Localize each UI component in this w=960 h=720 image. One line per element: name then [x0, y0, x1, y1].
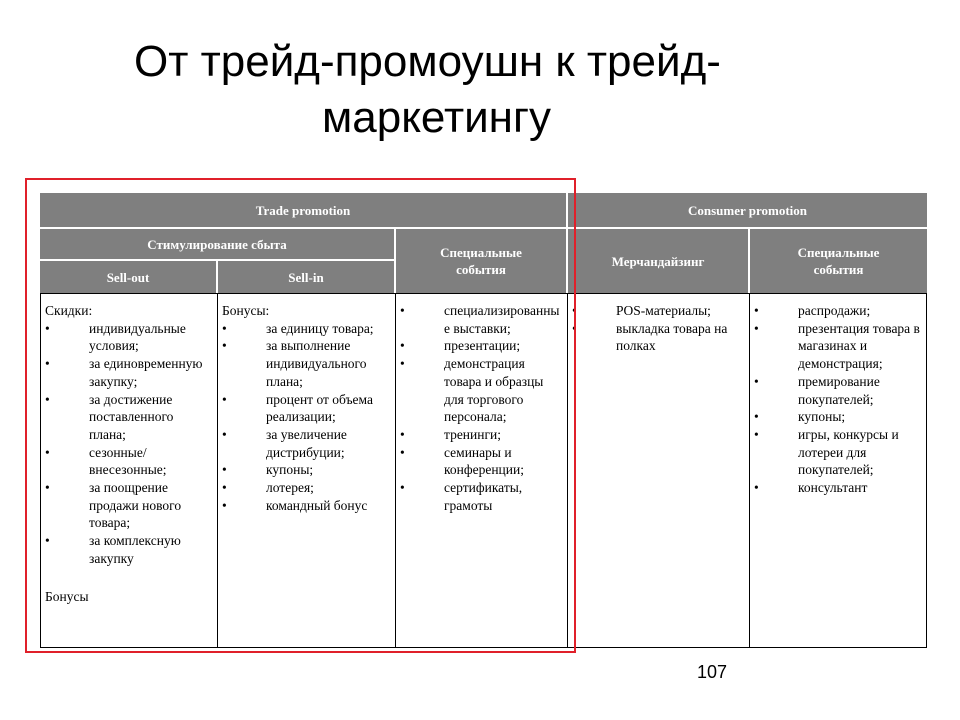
- header-sales-stimulation: Стимулирование сбыта: [40, 229, 394, 259]
- list-item: • командный бонус: [222, 497, 391, 515]
- header-special-events-2: Специальные события: [750, 229, 927, 293]
- list-item: • специализированные выставки;: [400, 302, 565, 337]
- title-line-1: От трейд-промоушн к трейд-: [134, 37, 721, 86]
- list-item: • игры, конкурсы и лотереи для покупателей;: [754, 426, 922, 479]
- list-item: • за комплексную закупку: [45, 532, 213, 567]
- list-item: • распродажи;: [754, 302, 922, 320]
- cell-sell-in: [217, 293, 396, 648]
- header-consumer-promotion: Consumer promotion: [568, 193, 927, 227]
- list-item: • демонстрация товара и образцы для торгового персонала;: [400, 355, 565, 426]
- cell-special-events-2: [749, 293, 927, 648]
- cell-merchandising: [567, 293, 750, 648]
- list-item: • семинары и конференции;: [400, 444, 565, 479]
- sell-out-intro: Скидки:: [45, 303, 93, 318]
- list-item: • премирование покупателей;: [754, 373, 922, 408]
- list-item: • купоны;: [222, 461, 391, 479]
- sell-out-list: [45, 320, 213, 568]
- list-item: • сертификаты, грамоты: [400, 479, 565, 514]
- header-special-events-1: Специальные события: [396, 229, 566, 293]
- list-item: • за увеличение дистрибуции;: [222, 426, 391, 461]
- list-item: • индивидуальные условия;: [45, 320, 213, 355]
- list-item: • тренинги;: [400, 426, 565, 444]
- list-item: • сезонные/ внесезонные;: [45, 444, 213, 479]
- list-item: • лотерея;: [222, 479, 391, 497]
- sell-in-intro: Бонусы:: [222, 303, 270, 318]
- merchandising-list: [572, 302, 745, 355]
- special-events-2-list: [754, 302, 922, 497]
- list-item: • за достижение поставленного плана;: [45, 391, 213, 444]
- list-item: • выкладка товара на полках: [572, 320, 745, 355]
- list-item: • POS-материалы;: [572, 302, 745, 320]
- list-item: • консультант: [754, 479, 922, 497]
- page-number: 107: [697, 662, 728, 682]
- promotion-table: [40, 193, 927, 648]
- list-item: • за единицу товара;: [222, 320, 391, 338]
- header-sell-out: Sell-out: [40, 261, 216, 293]
- cell-sell-out: [40, 293, 218, 648]
- cell-special-events-1: [395, 293, 568, 648]
- header-merchandising: Мерчандайзинг: [568, 229, 748, 293]
- list-item: • за выполнение индивидуального плана;: [222, 337, 391, 390]
- list-item: • за поощрение продажи нового товара;: [45, 479, 213, 532]
- list-item: • процент от объема реализации;: [222, 391, 391, 426]
- header-sell-in: Sell-in: [218, 261, 394, 293]
- header-trade-promotion: Trade promotion: [40, 193, 566, 227]
- sell-in-list: [222, 320, 391, 515]
- sell-out-bonus: Бонусы: [45, 588, 89, 604]
- list-item: • за единовременную закупку;: [45, 355, 213, 390]
- title-line-2: маркетингу: [322, 93, 552, 142]
- special-events-1-list: [400, 302, 565, 514]
- list-item: • купоны;: [754, 408, 922, 426]
- list-item: • презентация товара в магазинах и демонстрация;: [754, 320, 922, 373]
- list-item: • презентации;: [400, 337, 565, 355]
- slide-title: [0, 30, 960, 150]
